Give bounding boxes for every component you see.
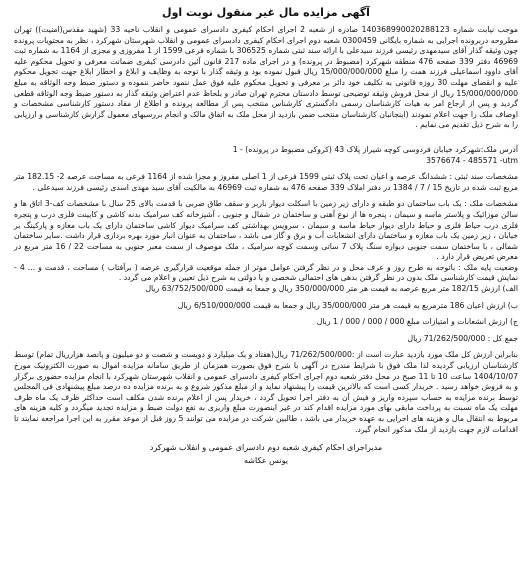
value-utilities: ج) ارزش انشعابات و امتیازات مبلغ 000 / 000 / 000 / 1 ریال [316,317,518,327]
intro-paragraph: موجب نیابت شماره 140368990020288123 صادره از شعبه 2 اجرای احکام کیفری دادسرای عمومی و انقلاب ناحیه 33 (شهید مقدس(امنیت)) تهران مطروحه دربرونده اجرایی به شماره بایگانی 0300459 شعبه دوم اجرای احکام کیفری دادسرای عمومی و انقلاب شهرستان شهرکرد ، نظر به محتویات پرونده چون وثیقه گذار آقای سیدمهدی رئیسی فرزند سیدعلی با ارائه سند ثبتی شماره 306525 با شماره فرعی 1599 از 1 مفروزی و مجزی از 1164 به شماره ثبت 46969 دفتر 339 صفحه 476 منطقه شهرکرد (مضبوط در پرونده) و در اجرای ماده 217 قانون آئین دادرسی کیفری ضمانت معرفی و تحویل محکوم علیه آقای داوود اسماعیلی فرزند همت را مبلغ 15/000/000/000 ریال قبول نموده بود و وثیقه گذار با توجه به وظایف و ابلاغ و اخطار ابلاغ جهت تحویل محکوم علیه و انقضای مهلت 30 روزه قانونی به تکلیف خود دائر بر معرفی و تحویل محکوم علیه فوق عمل ننمود حاضر ننموده و دستور ضبط وجه الوثاقه به مبلغ 15/000/000/000 ریال از محل فروش وثیقه توضیحی توسط دادستان محترم تهران صادر و بلحاظ عدم اعتراض وثیقه گذار به دستور ضبط وجه الوثاقه قطعی گردید و پس از ارجاع امر به هیات کارشناسان رسمی دادگستری کارشناس منتخب پس از مطالعه پرونده و اطلاع از مفاد دستور کارشناسی مشخصات و اوصاف ملک را جهت اعلام نمودند (اینجانبان کارشناسان منتخب ضمن بازدید از محل ملک به اتفاق مالک و انجام بررسیهای معمول گزارش کارشناسی و ارزیابی را به شرح ذیل تقدیم می نمایم . [14,25,519,130]
value-total: جمع کل : 71/262/500/000 ریال [407,333,518,343]
notice-title: آگهی مزایده مال غیر منقول نوبت اول [162,6,370,19]
value-building: ب) ارزش اعیان 186 مترمربع به قیمت هر متر 35/000/000 ریال و جمعا به قیمت 6/510/000/000 ریال [177,300,518,310]
value-land: الف) ارزش 182/15 متر مربع عرصه به قیمت هر متر 350/000/000 ریال و جمعا به قیمت 63/752/500/000 ریال [145,284,518,294]
signature-title: مدیراجرای احکام کیفری شعبه دوم دادسرای عمومی و انقلاب شهرکرد [149,443,383,453]
utm-coordinates [14,156,518,167]
property-features: مشخصات ملک : یک باب ساختمان دو طبقه و دارای زیر زمین با اسکلت دیوار باربر و سقف طاق ضربی با قدمت بالای 25 سال با مشخصات کف-3 اتاق ها و سالن موزائیک و پلاستر ماسه و سیمان ، پنجره ها از نوع آهنی و ساختمان در شمال و جنوبی ، آشپزخانه کف سرامیک بدنه کاشی و کابینت فلزی درب و پنجره فلزی درب حیاط فلزی و حیاط دارای دیوار حیاط ماسه و سیمان ، سرویس بهداشتی کف سرامیک دیوار کاشی ساختمان دارای یک باب مغازه و پارکینگ بر خیابان ، زیر زمین یک باب مغازه و ساختمان دارای انشعابات آب و برق و گاز می باشد ، ساختمان به عنوان انبار مورد بهره برداری قرار داشت .سایر ساختمان شمالی ، با ساختمان سمت جنوبی دیواره سنگ پلاک 7 ساتی وسمت کوچه سرامیک ، ملک موصوف از سمت معبر جنوبی به مساحت 22 / 16 متر مربع در معرض تعریض قرار دارد . [14,199,518,262]
utm-text: 3576674 - 485571 -utm [426,155,518,165]
property-address: آدرس ملک:شهرکرد خیابان فردوسی کوچه شیراز پلاک 43 (کروکی مضبوط در پرونده) - 1 [232,144,518,154]
auction-terms: بنابراین ارزش کل ملک مورد بازدید عبارت است از :71/262/500/000 ریال(هفتاد و یک میلیارد و دویست و شصت و دو میلیون و پانصد هزارریال تمام) توسط کارشناسان ارزیابی گردیده لذا ملک فوق با شرایط مندرج در آگهی با شرح فوق بصورت همزمان از طریق سامانه مزایده اموال به صورت الکترونیک مورخ 1404/10/07 ساعت 10 تا 11 صبح در محل دفتر شعبه دوم اجرای احکام کیفری دادسرای عمومی و انقلاب شهرستان شهرکرد با انجام مزایده حضوری برگزار و به فروش خواهد رسید . خریدار کسی است که بالاترین قیمت را پیشنهاد نماید و از مبلغ مذکور شروع و به برنده مزایده ده درصد مبلغ پیشنهادی فی المجلس توسط برنده مزایده به حساب سپرده واریز و فیش آن به دفتر اجرا تحویل گردد ، خریدار پس از اعلام برنده شدن مکلف است حداکثر ظرف یک ماه ظرف مهلت یک ماه نسبت به پرداخت مابقی بهای مورد مزایده اقدام کند در غیر اینصورت مبلغ واریزی به نفع دولت ضبط و مزایده تجدید میگردد و کلیه هزینه های مربوط به انتقال مال و هزینه های اجرایی به عهده خریدار می باشد ، طالبین شرکت در مزایده می توانند 5 روز قبل از موعد مقرر به این اجرا مراجعه نمایند تا اقدامات لازم جهت بازدید از ملک مذکور انجام گیرد. [14,350,518,434]
signature-name: یونس عکاشه [244,456,288,466]
registry-details: مشخصات سند ثبتی : ششدانگ عرصه و اعیان تحت پلاک ثبتی 1599 فرعی از 1 اصلی مفروز و مجزا شده از 1164 فرعی به مساحت عرصه 2- 182.15 متر مربع ثبت شده در تاریخ 15 / 7 / 1384 در دفتر املاک 339 صفحه 476 به شماره ثبت 46969 به مالکیت آقای سید مهدی اسدی رئیسی فرزند سیدعلی . [14,172,518,192]
valuation-basis: وضعیت پایه ملک : باتوجه به طرح روز و عرف محل و در نظر گرفتن عوامل موثر از جمله موقعیت قرارگیری عرصه ( برآفتاب ) مساحت ، قدمت و ... 4 - نمایش قیمت کارشناسی ملک بدون در نظر گرفتن بدهی های احتمالی شخصی و یا دولتی به شرح ذیل تعیین و اعلام می گردد . [14,262,518,283]
signature-block [14,441,518,467]
